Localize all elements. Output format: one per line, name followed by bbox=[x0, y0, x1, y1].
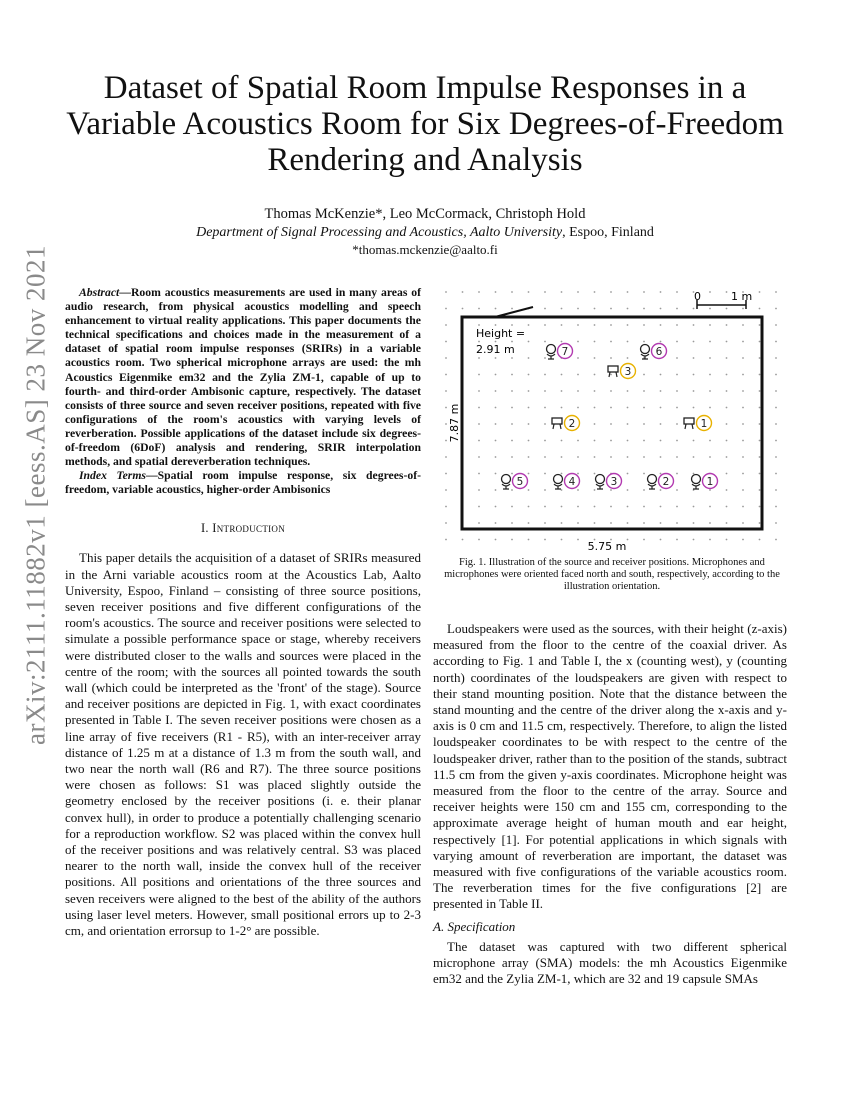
receiver-5 bbox=[502, 474, 528, 490]
microphone-icon bbox=[692, 475, 701, 484]
receiver-3 bbox=[596, 474, 622, 490]
receiver-badge bbox=[558, 344, 573, 359]
receiver-badge bbox=[659, 474, 674, 489]
right-paragraph-2: The dataset was captured with two different spherical microphone array (SMA) models: the mh Acoustics Eigenmike em32 and the Zylia ZM-1, which are 32 and 19 capsule SMAs bbox=[433, 938, 787, 987]
width-label: 5.75 m bbox=[587, 540, 627, 550]
receiver-badge bbox=[607, 474, 622, 489]
source-badge bbox=[565, 416, 580, 431]
figure-1 bbox=[440, 280, 785, 550]
authors: Thomas McKenzie*, Leo McCormack, Christoph Hold bbox=[264, 206, 586, 222]
scale-start-label: 0 bbox=[694, 290, 701, 303]
microphone-icon bbox=[554, 475, 563, 484]
index-terms-text: —Spatial room impulse response, six degrees-of-freedom, variable acoustics, higher-order Ambisonics bbox=[65, 469, 421, 497]
microphone-icon bbox=[547, 345, 556, 354]
source-badge bbox=[697, 416, 712, 431]
microphone-icon bbox=[502, 475, 511, 484]
right-paragraph-1: Loudspeakers were used as the sources, with their height (z-axis) measured from the floor to the centre of the coaxial driver. As according to Fig. 1 and Table I, the x (counting west), y (counting north) coordinates of the loudspeakers are given with respect to their stand mounting position. Note that the distance between the stand mounting and the centre of the driver along the x-axis and y-axis is 0 cm and 11.5 cm, respectively. Therefore, to align the listed loudspeaker coordinates to be with respect to the centre of the loudspeaker driver, rather than to the position of the stands, subtract 11.5 cm from the given y-axis coordinates. Microphone height was measured from the floor to the centre of the array. Source and receiver heights were 150 cm and 155 cm, corresponding to the approximate average height of human mouth and ear height, respectively [1]. For potential applications in which signals with varying amount of reverberation are important, the dataset was measured with five configurations of the variable acoustics room. The reverberation times for the five configurations [2] are presented in Table II. bbox=[433, 621, 787, 912]
receiver-badge-label: 5 bbox=[516, 476, 524, 488]
receiver-badge bbox=[565, 474, 580, 489]
paper-title: Dataset of Spatial Room Impulse Responses in a Variable Acoustics Room for Six Degrees-of-Freedom Rendering and Analysis bbox=[66, 70, 784, 178]
left-column bbox=[65, 286, 421, 939]
position-markers bbox=[502, 344, 718, 490]
receiver-4 bbox=[554, 474, 580, 490]
arxiv-stamp bbox=[6, 245, 66, 745]
receiver-7 bbox=[547, 344, 573, 360]
receiver-badge bbox=[703, 474, 718, 489]
intro-paragraph: This paper details the acquisition of a dataset of SRIRs measured in the Arni variable acoustics room at the Acoustics Lab, Aalto University, Espoo, Finland – consisting of three source positions, seven receiver positions and five different configurations of the room's acoustics. The source and receiver positions were selected to simulate a possible performance space or stage, whereby receivers were distributed closer to the walls and sources were placed in the centre of the room; with the sources all pointed towards the south wall (which could be interpreted as the 'front' of the stage). Source and receiver positions are depicted in Fig. 1, with exact coordinates presented in Table I. The seven receiver positions were chosen as a line array of five receivers (R1 - R5), with an inter-receiver array distance of 1.25 m at a distance of 1.3 m from the south wall, and two near the north wall (R6 and R7). The three source positions were chosen as follows: S1 was placed slightly outside the geometry enclosed by the receiver positions (i. e. their planar convex hull), in order to produce a potentially challenging scenario for a reproduction workflow. S2 was placed within the convex hull of the receiver positions and was relatively central. S3 was placed nearer to the north wall, inside the convex hull of the receiver positions. All positions and orientations of the three sources and seven receivers were aligned to the best of the ability of the authors using laser level meters. However, small positional errors up to 2-3 cm, and orientation errorsup to 1-2° are possible. bbox=[65, 550, 421, 939]
source-3 bbox=[608, 364, 636, 379]
section-heading: I. Introduction bbox=[200, 521, 286, 536]
receiver-badge-label: 2 bbox=[662, 476, 670, 488]
right-column bbox=[433, 621, 787, 987]
receiver-badge-label: 3 bbox=[610, 476, 618, 488]
loudspeaker-icon bbox=[608, 366, 618, 372]
receiver-badge bbox=[513, 474, 528, 489]
receiver-1 bbox=[692, 474, 718, 490]
subsection-heading: A. Specification bbox=[433, 918, 516, 934]
affiliation bbox=[0, 225, 850, 241]
receiver-badge bbox=[652, 344, 667, 359]
microphone-icon bbox=[641, 345, 650, 354]
abstract bbox=[65, 286, 421, 469]
receiver-badge-label: 7 bbox=[561, 346, 569, 358]
location: , Espoo, Finland bbox=[562, 225, 654, 240]
receiver-badge-label: 6 bbox=[655, 346, 663, 358]
receiver-2 bbox=[648, 474, 674, 490]
receiver-badge-label: 4 bbox=[568, 476, 576, 488]
arxiv-identifier: arXiv:2111.11882v1 [eess.AS] 23 Nov 2021 bbox=[20, 245, 51, 745]
source-2 bbox=[552, 416, 580, 431]
abstract-text: —Room acoustics measurements are used in many areas of audio research, from physical acoustics modelling and speech enhancement to virtual reality applications. This paper documents the technical specifications and choices made in the measurement of a dataset of spatial room impulse responses (SRIRs) in a variable acoustics room. Two spherical microphone arrays are used: the mh Acoustics Eigenmike em32 and the Zylia ZM-1, capable of up to fourth- and third-order Ambisonic capture, respectively. The dataset consists of three source and seven receiver positions, repeated with five configurations of the room's acoustics with varying levels of reverberation. Possible applications of the dataset include six degrees-of-freedom (6DoF) analysis and rendering, SRIR interpolation methods, and spatial dereverberation techniques. bbox=[65, 286, 421, 469]
depth-label: 7.87 m bbox=[448, 403, 461, 443]
index-terms-lead: Index Terms bbox=[79, 469, 146, 483]
index-terms bbox=[65, 469, 421, 497]
source-badge bbox=[621, 364, 636, 379]
height-label-2: 2.91 m bbox=[476, 343, 515, 356]
receiver-6 bbox=[641, 344, 667, 360]
microphone-icon bbox=[648, 475, 657, 484]
room-diagram bbox=[440, 280, 785, 550]
height-label-1: Height = bbox=[476, 327, 526, 340]
loudspeaker-icon bbox=[552, 418, 562, 424]
abstract-lead: Abstract bbox=[79, 286, 120, 299]
source-badge-label: 3 bbox=[624, 366, 632, 378]
microphone-icon bbox=[596, 475, 605, 484]
receiver-badge-label: 1 bbox=[706, 476, 714, 488]
source-badge-label: 2 bbox=[568, 418, 576, 430]
department: Department of Signal Processing and Acoustics, Aalto University bbox=[196, 225, 563, 240]
scale-end-label: 1 m bbox=[731, 290, 753, 303]
figure-caption: Fig. 1. Illustration of the source and receiver positions. Microphones and microphones were oriented faced north and south, respectively, according to the illustration orientation. bbox=[444, 557, 780, 592]
loudspeaker-icon bbox=[684, 418, 694, 424]
source-1 bbox=[684, 416, 712, 431]
email: *thomas.mckenzie@aalto.fi bbox=[352, 242, 498, 257]
source-badge-label: 1 bbox=[700, 418, 708, 430]
